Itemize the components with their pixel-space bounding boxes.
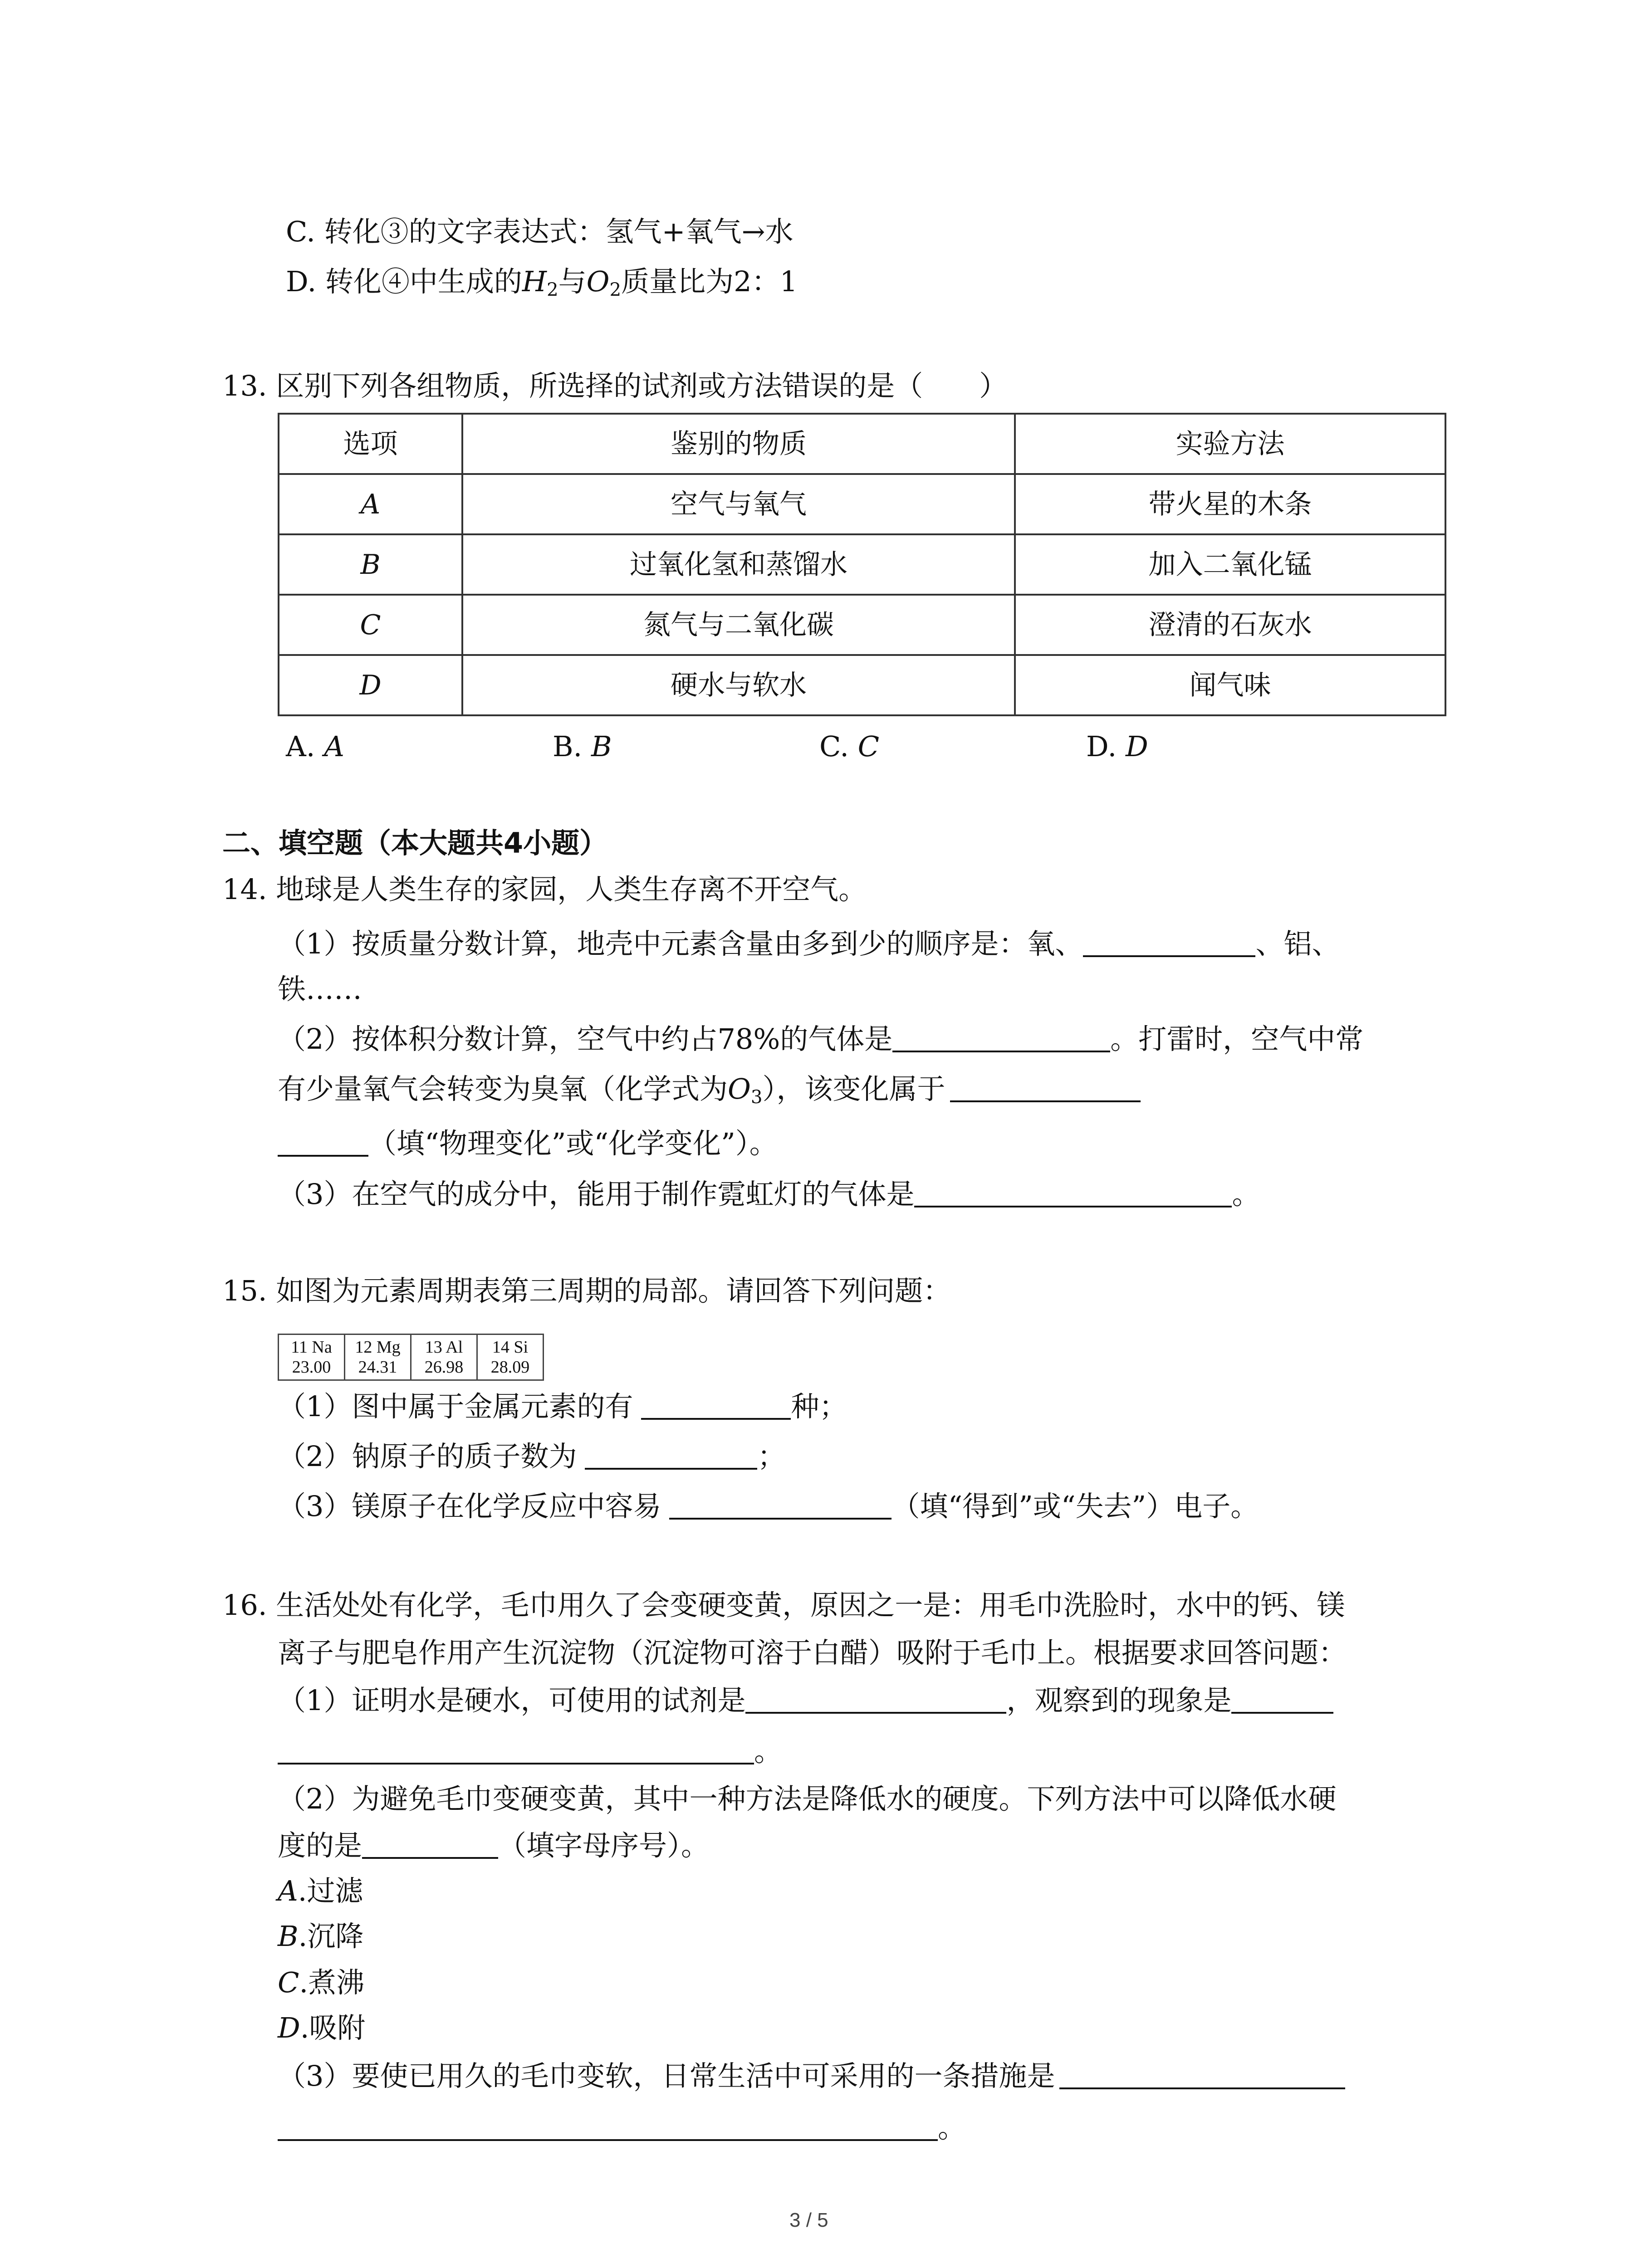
table-cell: 空气与氧气: [462, 474, 1015, 534]
q16-part1-cont: 。: [278, 1737, 782, 1765]
periodic-table-fragment: [278, 1334, 544, 1381]
answer-blank[interactable]: [641, 1393, 791, 1420]
element-cell-si: 14 Si 28.09: [477, 1334, 544, 1380]
q14-stem: 14. 地球是人类生存的家园，人类生存离不开空气。: [222, 873, 867, 906]
table-cell: 硬水与软水: [462, 655, 1015, 715]
table-cell-option: C: [279, 595, 462, 655]
q14-part2-end: （填“物理变化”或“化学变化”）。: [278, 1129, 778, 1158]
answer-blank[interactable]: [278, 1129, 368, 1157]
q16-option-c[interactable]: C.煮沸: [278, 1966, 365, 1999]
table-header: 实验方法: [1015, 414, 1445, 474]
q12-option-c: C. 转化③的文字表达式：氢气+氧气→水: [286, 215, 794, 248]
answer-blank[interactable]: [892, 1025, 1110, 1052]
h2-formula: H: [522, 265, 547, 298]
q16-part3-cont: 。: [278, 2114, 966, 2142]
q16-part1: （1）证明水是硬水，可使用的试剂是 ，观察到的现象是: [278, 1686, 1333, 1715]
answer-blank[interactable]: [278, 2114, 938, 2141]
table-cell: 带火星的木条: [1015, 474, 1445, 534]
table-cell-option: B: [279, 534, 462, 595]
element-cell-al: 13 Al 26.98: [411, 1334, 477, 1380]
q15-part1: （1）图中属于金属元素的有 种；: [278, 1390, 847, 1423]
table-cell-option: A: [279, 474, 462, 534]
answer-blank[interactable]: [1231, 1686, 1333, 1714]
q13-options-table: [278, 413, 1446, 716]
answer-blank[interactable]: [1059, 2062, 1345, 2089]
q14-part2: （2）按体积分数计算，空气中约占78%的气体是 。打雷时，空气中常: [278, 1022, 1364, 1056]
q12-option-d: [286, 265, 798, 301]
h2-subscript: 2: [547, 279, 558, 301]
q13-choice-a[interactable]: A. A: [286, 730, 344, 763]
o2-subscript: 2: [609, 279, 622, 301]
page-number: 3 / 5: [789, 2209, 828, 2231]
answer-blank[interactable]: [745, 1686, 1006, 1714]
answer-blank[interactable]: [585, 1442, 757, 1470]
q13-choice-c[interactable]: C. C: [819, 730, 880, 763]
answer-blank[interactable]: [278, 1737, 754, 1765]
answer-blank[interactable]: [669, 1492, 892, 1520]
q16-part2-cont: 度的是 （填字母序号）。: [278, 1829, 710, 1862]
q14-part2-cont: 有少量氧气会转变为臭氧（化学式为$O_3$），该变化属于: [278, 1075, 1141, 1103]
table-header: 鉴别的物质: [462, 414, 1015, 474]
table-cell: 加入二氧化锰: [1015, 534, 1445, 595]
table-cell: 闻气味: [1015, 655, 1445, 715]
answer-blank[interactable]: [950, 1075, 1141, 1102]
table-header-row: [279, 414, 1445, 474]
q12-option-d-text: 质量比为2：1: [621, 265, 798, 298]
q16-option-b[interactable]: B.沉降: [278, 1920, 364, 1953]
q13-choice-b[interactable]: B. B: [553, 730, 612, 763]
table-row: [279, 655, 1445, 715]
section-heading: 二、填空题（本大题共4小题）: [222, 826, 608, 860]
q16-part2: （2）为避免毛巾变硬变黄，其中一种方法是降低水的硬度。下列方法中可以降低水硬: [278, 1782, 1337, 1815]
table-header: 选项: [279, 414, 462, 474]
element-cell-na: 11 Na 23.00: [279, 1334, 345, 1380]
q16-option-a[interactable]: A.过滤: [278, 1874, 363, 1907]
q13-stem: 13. 区别下列各组物质，所选择的试剂或方法错误的是（ ）: [222, 369, 1008, 402]
table-cell: 氮气与二氧化碳: [462, 595, 1015, 655]
answer-blank[interactable]: [1083, 930, 1255, 957]
q14-part1: （1）按质量分数计算，地壳中元素含量由多到少的顺序是：氧、 、铝、: [278, 927, 1340, 960]
q12-option-d-text: D. 转化④中生成的: [286, 265, 522, 298]
q12-option-d-text: 与: [558, 265, 587, 298]
q16-part3: （3）要使已用久的毛巾变软，日常生活中可采用的一条措施是: [278, 2062, 1345, 2090]
q15-part2: （2）钠原子的质子数为 ；: [278, 1440, 786, 1473]
q15-stem: 15. 如图为元素周期表第三周期的局部。请回答下列问题：: [222, 1274, 951, 1307]
q16-stem-line2: 离子与肥皂作用产生沉淀物（沉淀物可溶于白醋）吸附于毛巾上。根据要求回答问题：: [278, 1636, 1347, 1669]
table-row: [279, 595, 1445, 655]
element-cell-mg: 12 Mg 24.31: [345, 1334, 411, 1380]
table-row: [279, 534, 1445, 595]
table-cell-option: D: [279, 655, 462, 715]
table-cell: 过氧化氢和蒸馏水: [462, 534, 1015, 595]
ozone-formula: O: [728, 1072, 751, 1105]
answer-blank[interactable]: [362, 1832, 498, 1859]
q14-part3: （3）在空气的成分中，能用于制作霓虹灯的气体是 。: [278, 1178, 1260, 1211]
q16-stem-line1: 16. 生活处处有化学，毛巾用久了会变硬变黄，原因之一是：用毛巾洗脸时，水中的钙、镁: [222, 1589, 1345, 1622]
q13-choice-d[interactable]: D. D: [1086, 730, 1148, 763]
q16-option-d[interactable]: D.吸附: [278, 2011, 366, 2044]
q14-part1-cont: 铁……: [278, 973, 362, 1006]
o2-formula: O: [586, 265, 610, 298]
answer-blank[interactable]: [914, 1180, 1232, 1207]
table-row: [279, 474, 1445, 534]
q15-part3: （3）镁原子在化学反应中容易 （填“得到”或“失去”）电子。: [278, 1490, 1259, 1523]
table-cell: 澄清的石灰水: [1015, 595, 1445, 655]
